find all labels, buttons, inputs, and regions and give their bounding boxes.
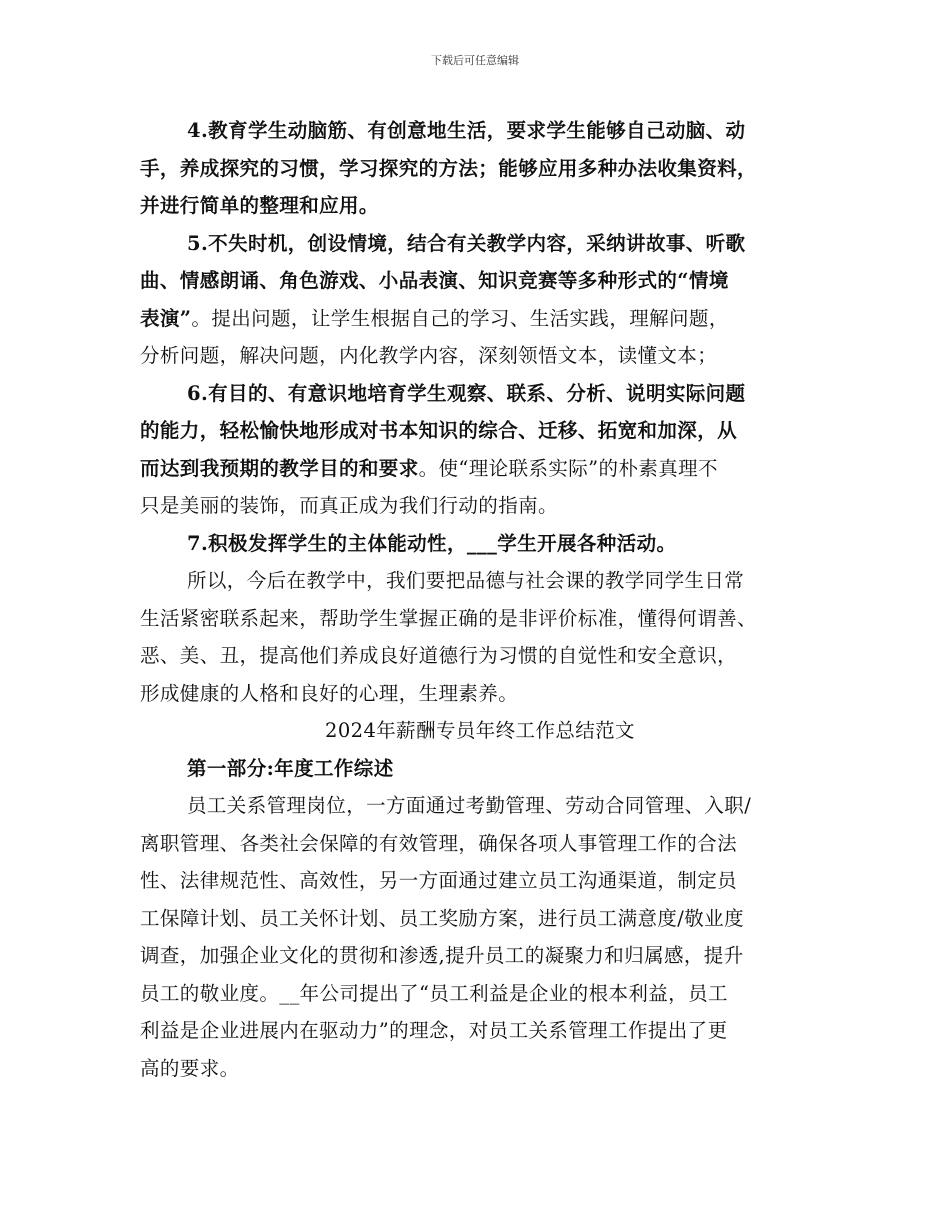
paragraph-line [140, 337, 820, 375]
paragraph-line [140, 450, 820, 488]
paragraph-line [140, 900, 820, 938]
paragraph-line [140, 375, 820, 413]
bold-text: 6.有目的、有意识地培育学生观察、联系、分析、说明实际问题 [187, 381, 746, 405]
paragraph-line [140, 300, 820, 338]
paragraph-line [140, 187, 820, 225]
body-text: 高的要求。 [140, 1056, 240, 1080]
bold-text: 5.不失时机，创设情境，结合有关教学内容，采纳讲故事、听歌 [187, 231, 746, 255]
document-body [140, 112, 820, 1087]
paragraph-line [140, 637, 820, 675]
body-text: 调查，加强企业文化的贯彻和渗透,提升员工的凝聚力和归属感，提升 [140, 944, 744, 967]
paragraph-line [140, 787, 820, 825]
paragraph-line [140, 412, 820, 450]
paragraph-line [140, 487, 820, 525]
page-header-note: 下载后可任意编辑 [431, 54, 519, 67]
document-title [140, 712, 820, 750]
body-text: 生活紧密联系起来，帮助学生掌握正确的是非评价标准，懂得何谓善、 [140, 606, 757, 630]
bold-text: 第一部分:年度工作综述 [187, 756, 394, 780]
body-text: 只是美丽的装饰，而真正成为我们行动的指南。 [140, 494, 558, 517]
bold-text: 而达到我预期的教学目的和要求 [140, 456, 419, 480]
paragraph-line [140, 600, 820, 638]
body-text: 工保障计划、员工关怀计划、员工奖励方案，进行员工满意度/敬业度 [140, 906, 744, 930]
body-text: 。使“理论联系实际”的朴素真理不 [418, 456, 718, 480]
body-text: 恶、美、丑，提高他们养成良好道德行为习惯的自觉性和安全意识， [140, 644, 738, 667]
body-text: 所以，今后在教学中，我们要把品德与社会课的教学同学生日常 [187, 569, 745, 592]
bold-text: 曲、情感朗诵、角色游戏、小品表演、知识竞赛等多种形式的“情境 [140, 269, 729, 292]
title-text: 2024年薪酬专员年终工作总结范文 [325, 719, 635, 742]
section-heading [140, 750, 820, 788]
bold-text: 并进行简单的整理和应用。 [140, 194, 379, 217]
paragraph-line [140, 525, 820, 563]
body-text: 分析问题，解决问题，内化教学内容，深刻领悟文本，读懂文本； [140, 344, 718, 367]
paragraph-line [140, 150, 820, 188]
bold-text: 表演” [140, 306, 192, 330]
body-text: 利益是企业进展内在驱动力”的理念，对员工关系管理工作提出了更 [140, 1019, 728, 1042]
body-text: 。提出问题，让学生根据自己的学习、生活实践，理解问题， [191, 306, 729, 330]
paragraph-line [140, 825, 820, 863]
paragraph-line [140, 937, 820, 975]
paragraph-line [140, 975, 820, 1013]
paragraph-line [140, 862, 820, 900]
body-text: 离职管理、各类社会保障的有效管理，确保各项人事管理工作的合法 [140, 831, 738, 855]
paragraph-line [140, 112, 820, 150]
bold-text: 4.教育学生动脑筋、有创意地生活，要求学生能够自己动脑、动 [187, 119, 746, 142]
paragraph-line [140, 262, 820, 300]
paragraph-line [140, 1050, 820, 1088]
bold-text: 7.积极发挥学生的主体能动性，___学生开展各种活动。 [187, 531, 677, 555]
body-text: 性、法律规范性、高效性，另一方面通过建立员工沟通渠道，制定员 [140, 869, 738, 892]
paragraph-line [140, 675, 820, 713]
body-text: 形成健康的人格和良好的心理，生理素养。 [140, 681, 519, 705]
paragraph-line [140, 562, 820, 600]
paragraph-line [140, 1012, 820, 1050]
bold-text: 手，养成探究的习惯，学习探究的方法；能够应用多种办法收集资料， [140, 156, 757, 180]
body-text: 员工的敬业度。__年公司提出了“员工利益是企业的根本利益，员工 [140, 981, 728, 1005]
bold-text: 的能力，轻松愉快地形成对书本知识的综合、迁移、拓宽和加深，从 [140, 419, 738, 442]
body-text: 员工关系管理岗位，一方面通过考勤管理、劳动合同管理、入职/ [187, 794, 752, 817]
paragraph-line [140, 225, 820, 263]
